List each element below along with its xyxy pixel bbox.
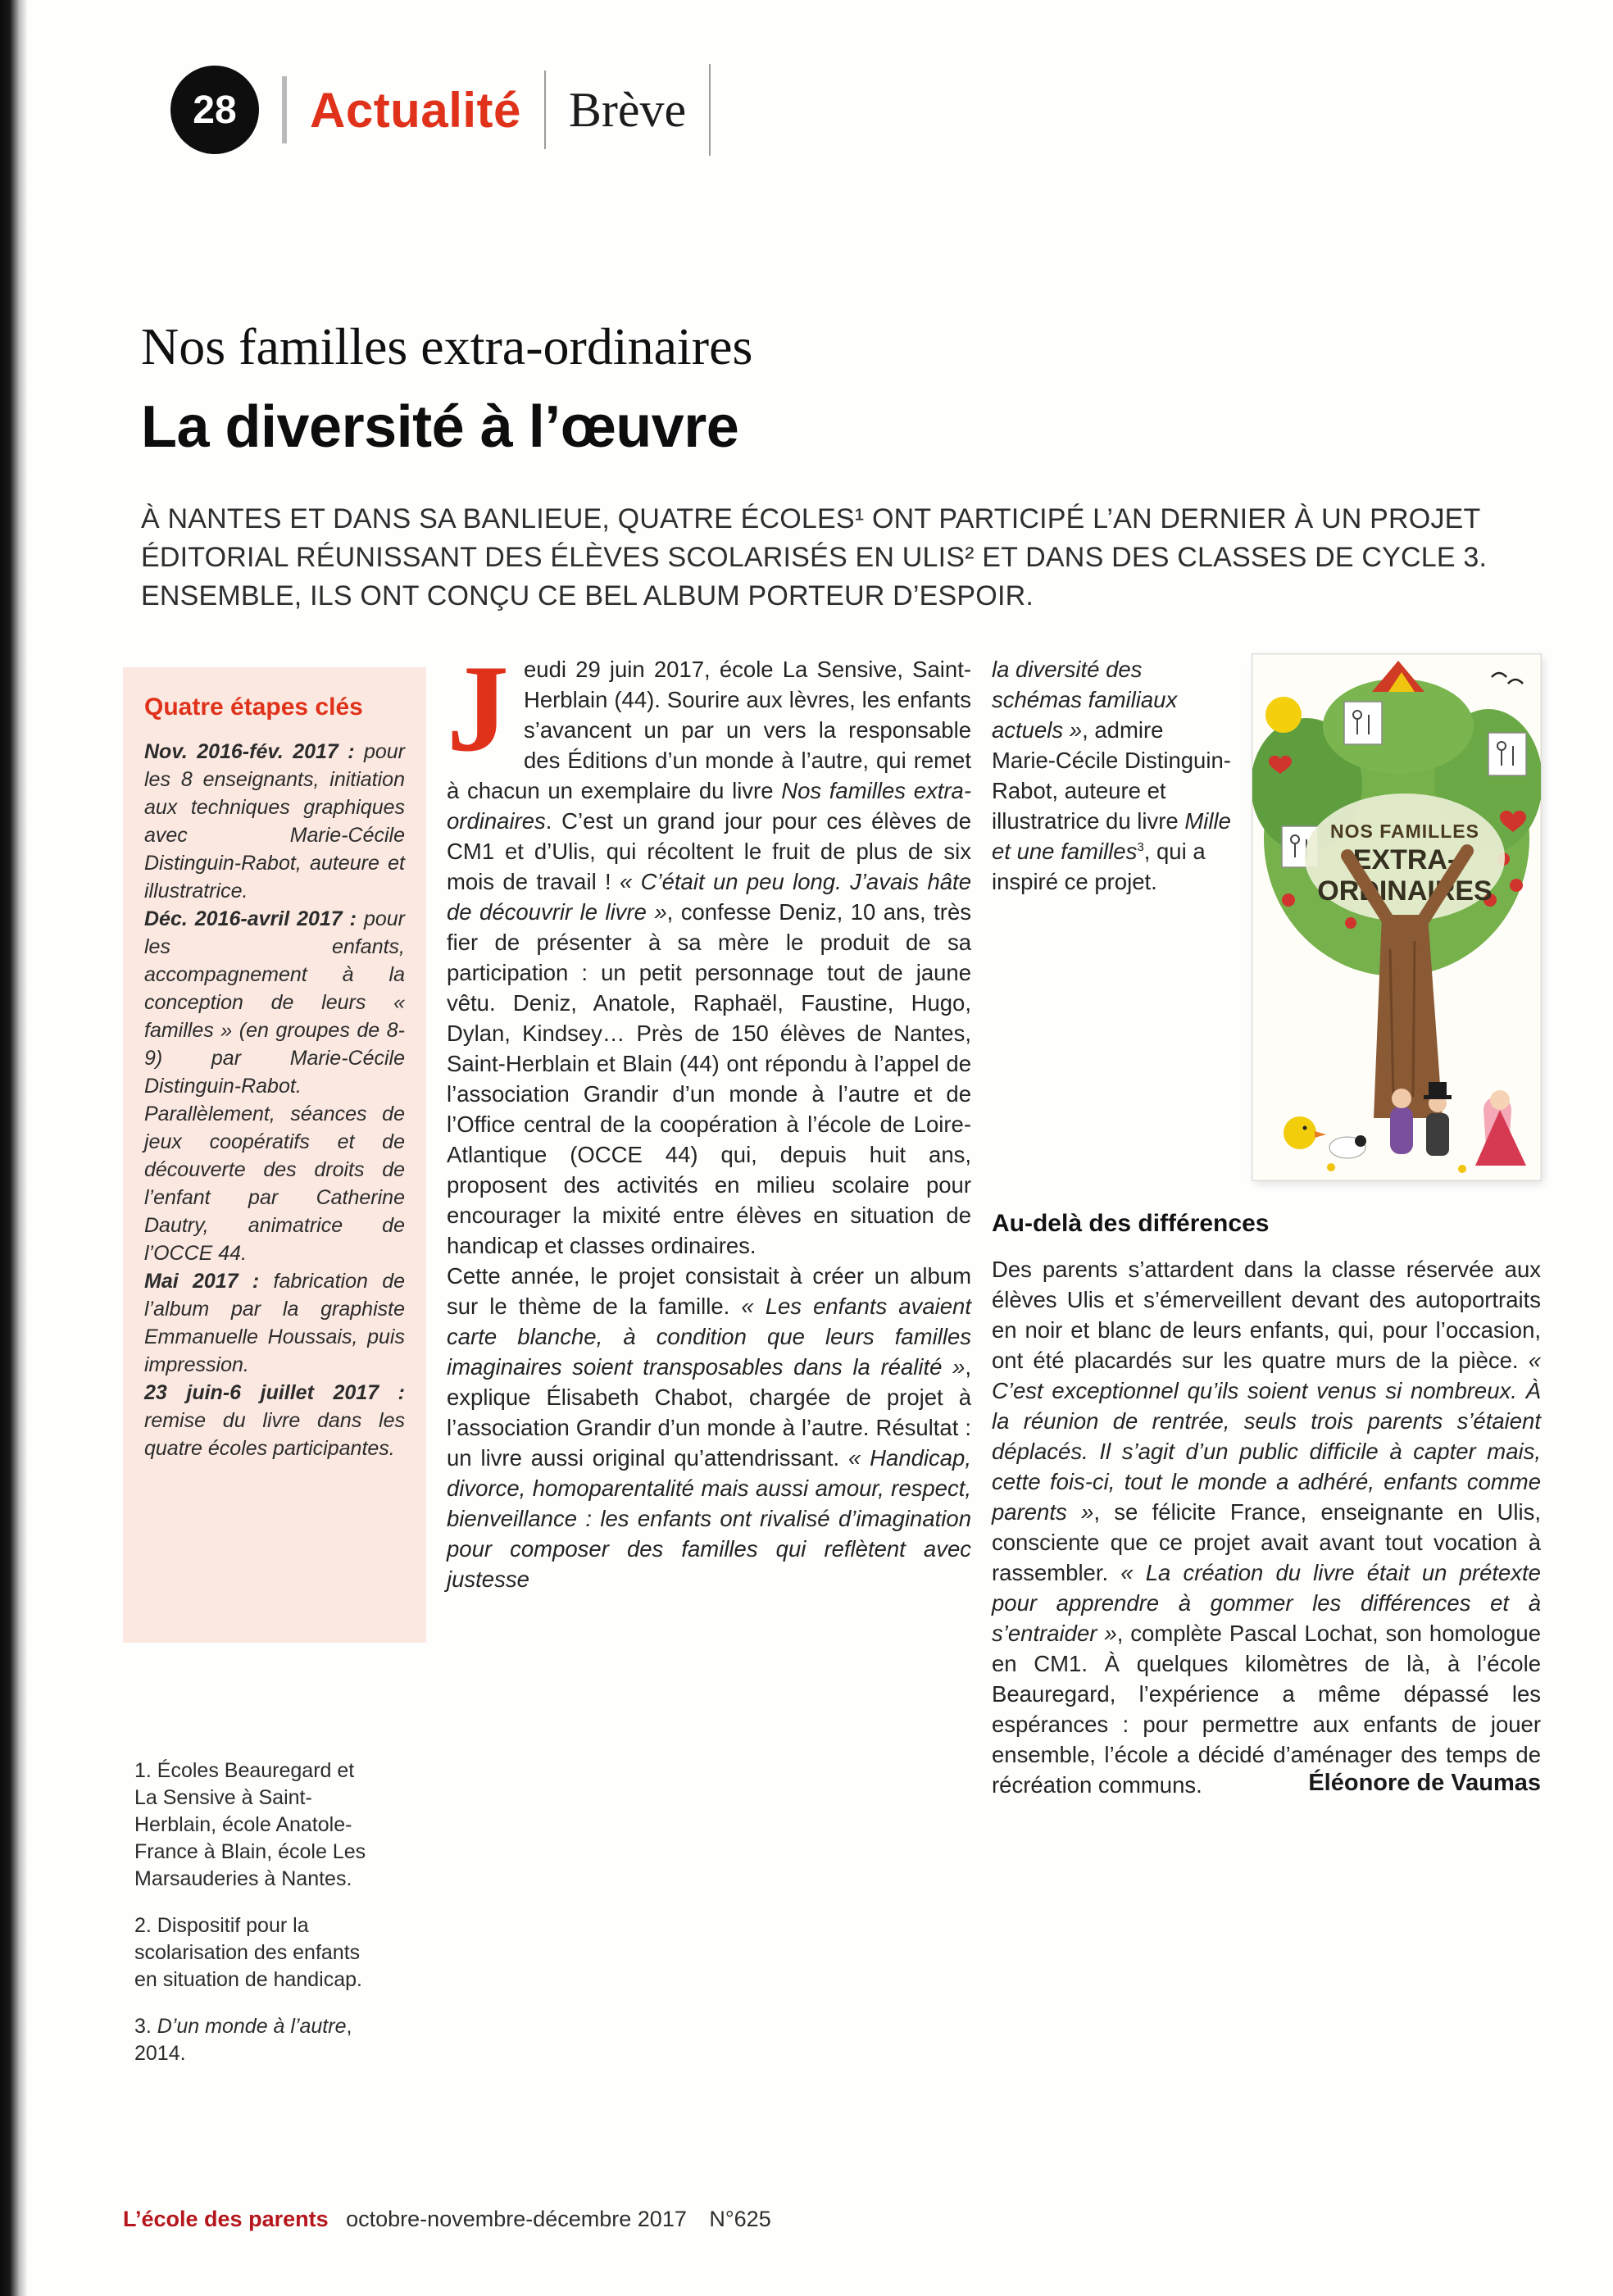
scan-edge	[0, 0, 28, 2296]
key-step-1-text: pour les 8 enseignants, initiation aux techniques graphiques avec Marie-Cécile Distinguin-Rabot, auteure et illustratrice.	[144, 740, 405, 902]
right-column	[992, 654, 1541, 2087]
cover-row	[992, 654, 1541, 1180]
header-divider-2	[544, 70, 546, 149]
middle-column	[447, 639, 971, 2087]
key-step-3	[144, 1267, 405, 1379]
footnotes	[123, 1757, 374, 2067]
section-label: Actualité	[310, 82, 521, 138]
footnote-1: 1. Écoles Beauregard et La Sensive à Saint-Herblain, école Anatole-France à Blain, école Les Marsauderies à Nantes.	[134, 1759, 366, 1890]
key-steps-box	[123, 667, 426, 1643]
drop-cap: J	[447, 639, 509, 777]
issue-date: octobre-novembre-décembre 2017	[346, 2207, 687, 2231]
footnote-2: 2. Dispositif pour la scolarisation des enfants en situation de handicap.	[134, 1914, 362, 1991]
key-step-1-label: Nov. 2016-fév. 2017 :	[144, 740, 355, 763]
page-header	[170, 62, 711, 157]
key-step-4-label: 23 juin-6 juillet 2017 :	[144, 1381, 405, 1404]
standfirst: À NANTES ET DANS SA BANLIEUE, QUATRE ÉCOLES¹ ONT PARTICIPÉ L’AN DERNIER À UN PROJET ÉDITORIAL RÉUNISSANT DES ÉLÈVES SCOLARISÉS EN ULIS² ET DANS DES CLASSES DE CYCLE 3. ENSEMBLE, ILS ONT CONÇU CE BEL ALBUM PORTEUR D’ESPOIR.	[141, 503, 1488, 612]
key-step-2	[144, 905, 405, 1267]
article-kicker: Nos familles extra-ordinaires	[141, 317, 753, 375]
issue-number: N°625	[709, 2207, 771, 2231]
paragraph-1-text: eudi 29 juin 2017, école La Sensive, Saint-Herblain (44). Sourire aux lèvres, les enfants s’avancent un par un vers la responsable des Éditions d’un monde à l’autre, qui remet à chacun un exemplaire du livre Nos familles extra-ordinaires. C’est un grand jour pour ces élèves de CM1 et d’Ulis, qui récoltent le fruit de plus de six mois de travail ! « C’était un peu long. J’avais hâte de découvrir le livre », confesse Deniz, 10 ans, très fier de présenter à sa mère le produit de sa participation : un petit personnage tout de jaune vêtu. Deniz, Anatole, Raphaël, Faustine, Hugo, Dylan, Kindsey… Près de 150 élèves de Nantes, Saint-Herblain et Blain (44) ont répondu à l’appel de l’association Grandir d’un monde à l’autre et de l’Office central de la coopération à l’école de Loire-Atlantique (OCCE 44) qui, depuis huit ans, proposent des activités en milieu scolaire pour encourager la mixité entre élèves en situation de handicap et classes ordinaires.	[447, 657, 971, 1258]
key-step-3-label: Mai 2017 :	[144, 1270, 260, 1293]
key-step-3-text: fabrication de l’album par la graphiste Emmanuelle Houssais, puis impression.	[144, 1270, 405, 1376]
article-paragraph-2: Cette année, le projet consistait à créer un album sur le thème de la famille. « Les enfants avaient carte blanche, à condition que leurs familles imaginaires soient transposables dans la réalité », explique Élisabeth Chabot, chargée de projet à l’association Grandir d’un monde à l’autre. Résultat : un livre aussi original qu’attendrissant. « Handicap, divorce, homoparentalité mais aussi amour, respect, bienveillance : les enfants ont rivalisé d’imagination pour composer des familles qui reflètent avec justesse	[447, 1263, 971, 1592]
article-paragraph-3: la diversité des schémas familiaux actuels », admire Marie-Cécile Distinguin-Rabot, auteure et illustratrice du livre Mille et une familles$^3$, qui a inspiré ce projet.	[992, 657, 1231, 894]
key-step-2-label: Déc. 2016-avril 2017 :	[144, 907, 357, 930]
article-paragraph-1	[447, 639, 971, 1261]
cover-title-line2: EXTRA-	[1352, 844, 1457, 875]
book-cover-illustration	[1252, 654, 1541, 1180]
article-columns	[123, 639, 1541, 2087]
article-title: La diversité à l’œuvre	[141, 394, 739, 460]
page-number: 28	[193, 88, 237, 132]
crosshead: Au-delà des différences	[992, 1210, 1270, 1237]
page-number-badge	[170, 66, 259, 154]
key-step-2-text: pour les enfants, accompagnement à la conception de leurs « familles » (en groupes de 8-9) par Marie-Cécile Distinguin-Rabot. Parallèlement, séances de jeux coopératifs et de découverte des droits de l’enfant par Catherine Dautry, animatrice de l’OCCE 44.	[144, 907, 405, 1265]
key-step-4	[144, 1379, 405, 1462]
header-divider	[282, 76, 287, 143]
rubric-label: Brève	[568, 82, 687, 137]
header-divider-3	[709, 64, 711, 156]
key-step-4-text: remise du livre dans les quatre écoles participantes.	[144, 1409, 405, 1460]
cover-title-line3: ORDINAIRES	[1317, 875, 1493, 907]
book-cover	[1252, 654, 1541, 1180]
left-column	[123, 654, 426, 2087]
cover-title-small: NOS FAMILLES	[1330, 821, 1479, 842]
headline-block	[141, 316, 1539, 616]
article-paragraph-4: Des parents s’attardent dans la classe réservée aux élèves Ulis et s’émerveillent devant des autoportraits en noir et blanc de leurs enfants, qui, pour l’occasion, ont été placardés sur les quatre murs de la pièce. « C’est exceptionnel qu’ils soient venus si nombreux. À la réunion de rentrée, seuls trois parents s’étaient déplacés. Il s’agit d’un public difficile à capter mais, cette fois-ci, tout le monde a adhéré, enfants comme parents », se félicite France, enseignante en Ulis, consciente que ce projet avait avant tout vocation à rassembler. « La création du livre était un prétexte pour apprendre à gommer les différences et à s’entraider », complète Pascal Lochat, son homologue en CM1. À quelques kilomètres de là, à l’école Beauregard, l’expérience a même dépassé les espérances : pour permettre aux enfants de jouer ensemble, l’école a décidé d’aménager des temps de récréation communs.	[992, 1257, 1541, 1798]
page-footer	[123, 2207, 1521, 2232]
key-step-1	[144, 738, 405, 905]
magazine-name: L’école des parents	[123, 2207, 329, 2231]
footnote-3: 3. D’un monde à l’autre, 2014.	[134, 2015, 352, 2065]
key-steps-title: Quatre étapes clés	[144, 693, 363, 721]
byline: Éléonore de Vaumas	[1308, 1770, 1541, 1796]
